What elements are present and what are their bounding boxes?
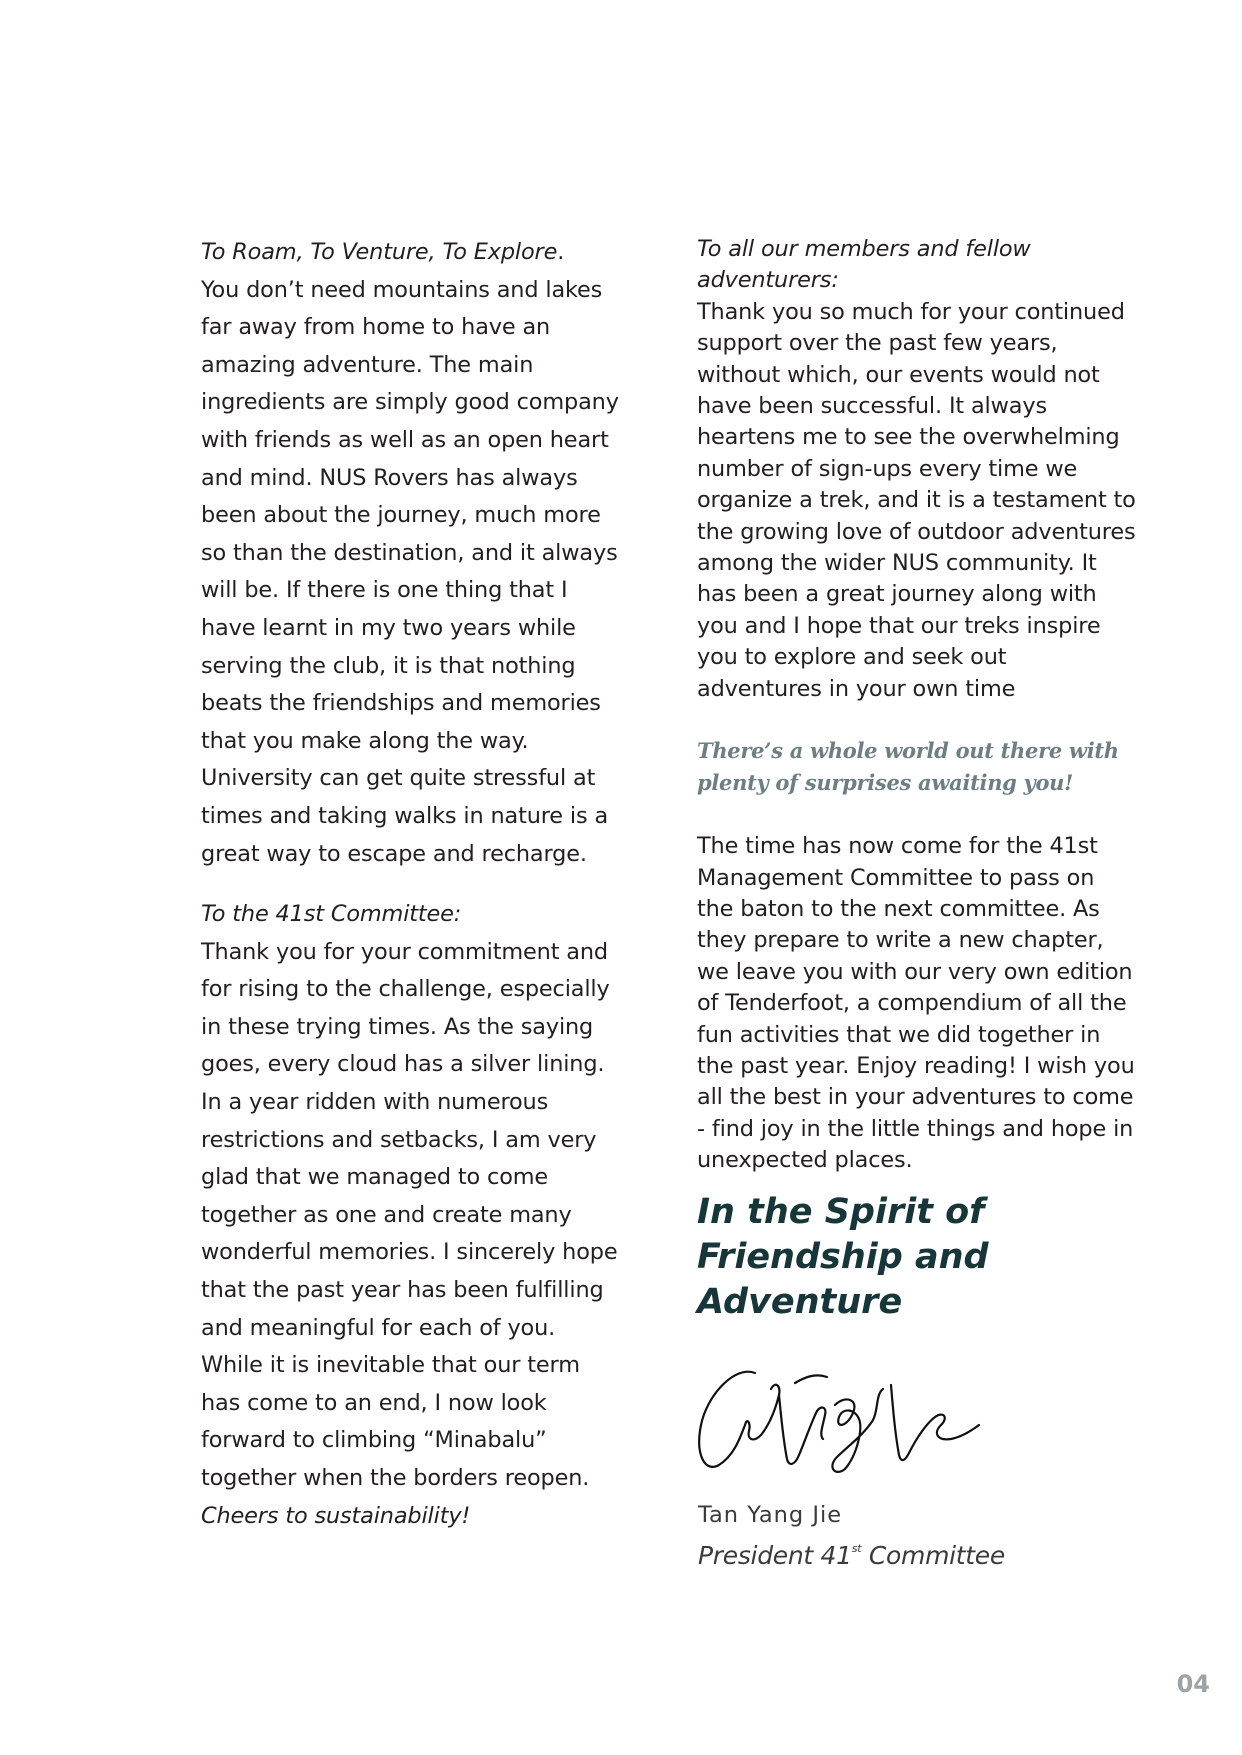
tagline: Cheers to sustainability! xyxy=(201,1502,471,1529)
right-column xyxy=(697,234,1137,1177)
pull-quote: There’s a whole world out there with plenty of surprises awaiting you! xyxy=(697,738,1119,796)
signatory-name: Tan Yang Jie xyxy=(698,1502,843,1528)
body-paragraph: The time has now come for the 41st Management Committee to pass on the baton to the next committee. As they prepare to write a new chapter, we leave you with our very own edition of Tenderfoot, a compendium of all the fun activities that we did together in the past year. Enjoy reading! I wish you all the best in your adventures to come - find joy in the little things and hope in unexpected places. xyxy=(697,833,1135,1174)
body-paragraph: Thank you so much for your continued support over the past few years, without which, our events would not have been successful. It always heartens me to see the overwhelming number of sign-ups every time we organize a trek, and it is a testament to the growing love of outdoor adventures among the wider NUS community. It has been a great journey along with you and I hope that our treks inspire you to explore and seek out adventures in your own time xyxy=(697,298,1136,702)
closing-line: Adventure xyxy=(697,1282,903,1322)
body-paragraph: You don’t need mountains and lakes far away from home to have an amazing adventure. The main ingredients are simply good company with friends as well as an open heart and mind. NUS Rovers has always been about the journey, much more so than the destination, and it always will be. If there is one thing that I have learnt in my two years while serving the club, it is that nothing beats the friendships and memories that you make along the way. University can get quite stressful at times and taking walks in nature is a great way to escape and recharge. xyxy=(201,276,619,867)
closing-line: Friendship and xyxy=(697,1237,989,1277)
left-column xyxy=(201,234,621,1535)
closing-line: In the Spirit of xyxy=(697,1192,985,1232)
page-number: 04 xyxy=(1176,1670,1210,1698)
closing-heading xyxy=(697,1190,1147,1325)
section-heading: To the 41st Committee: xyxy=(201,901,462,928)
section-heading: To Roam, To Venture, To Explore. xyxy=(201,239,565,265)
handwritten-signature-icon xyxy=(695,1355,985,1480)
signatory-role: President 41st Committee xyxy=(698,1541,1005,1570)
section-heading: To all our members and fellow adventurers: xyxy=(697,236,1031,294)
body-paragraph: Thank you for your commitment and for rising to the challenge, especially in these trying times. As the saying goes, every cloud has a silver lining. In a year ridden with numerous restrictions and setbacks, I am very glad that we managed to come together as one and create many wonderful memories. I sincerely hope that the past year has been fulfilling and meaningful for each of you. While it is inevitable that our term has come to an end, I now look forward to climbing “Minabalu” together when the borders reopen. Cheers to sustainability! xyxy=(201,938,618,1529)
